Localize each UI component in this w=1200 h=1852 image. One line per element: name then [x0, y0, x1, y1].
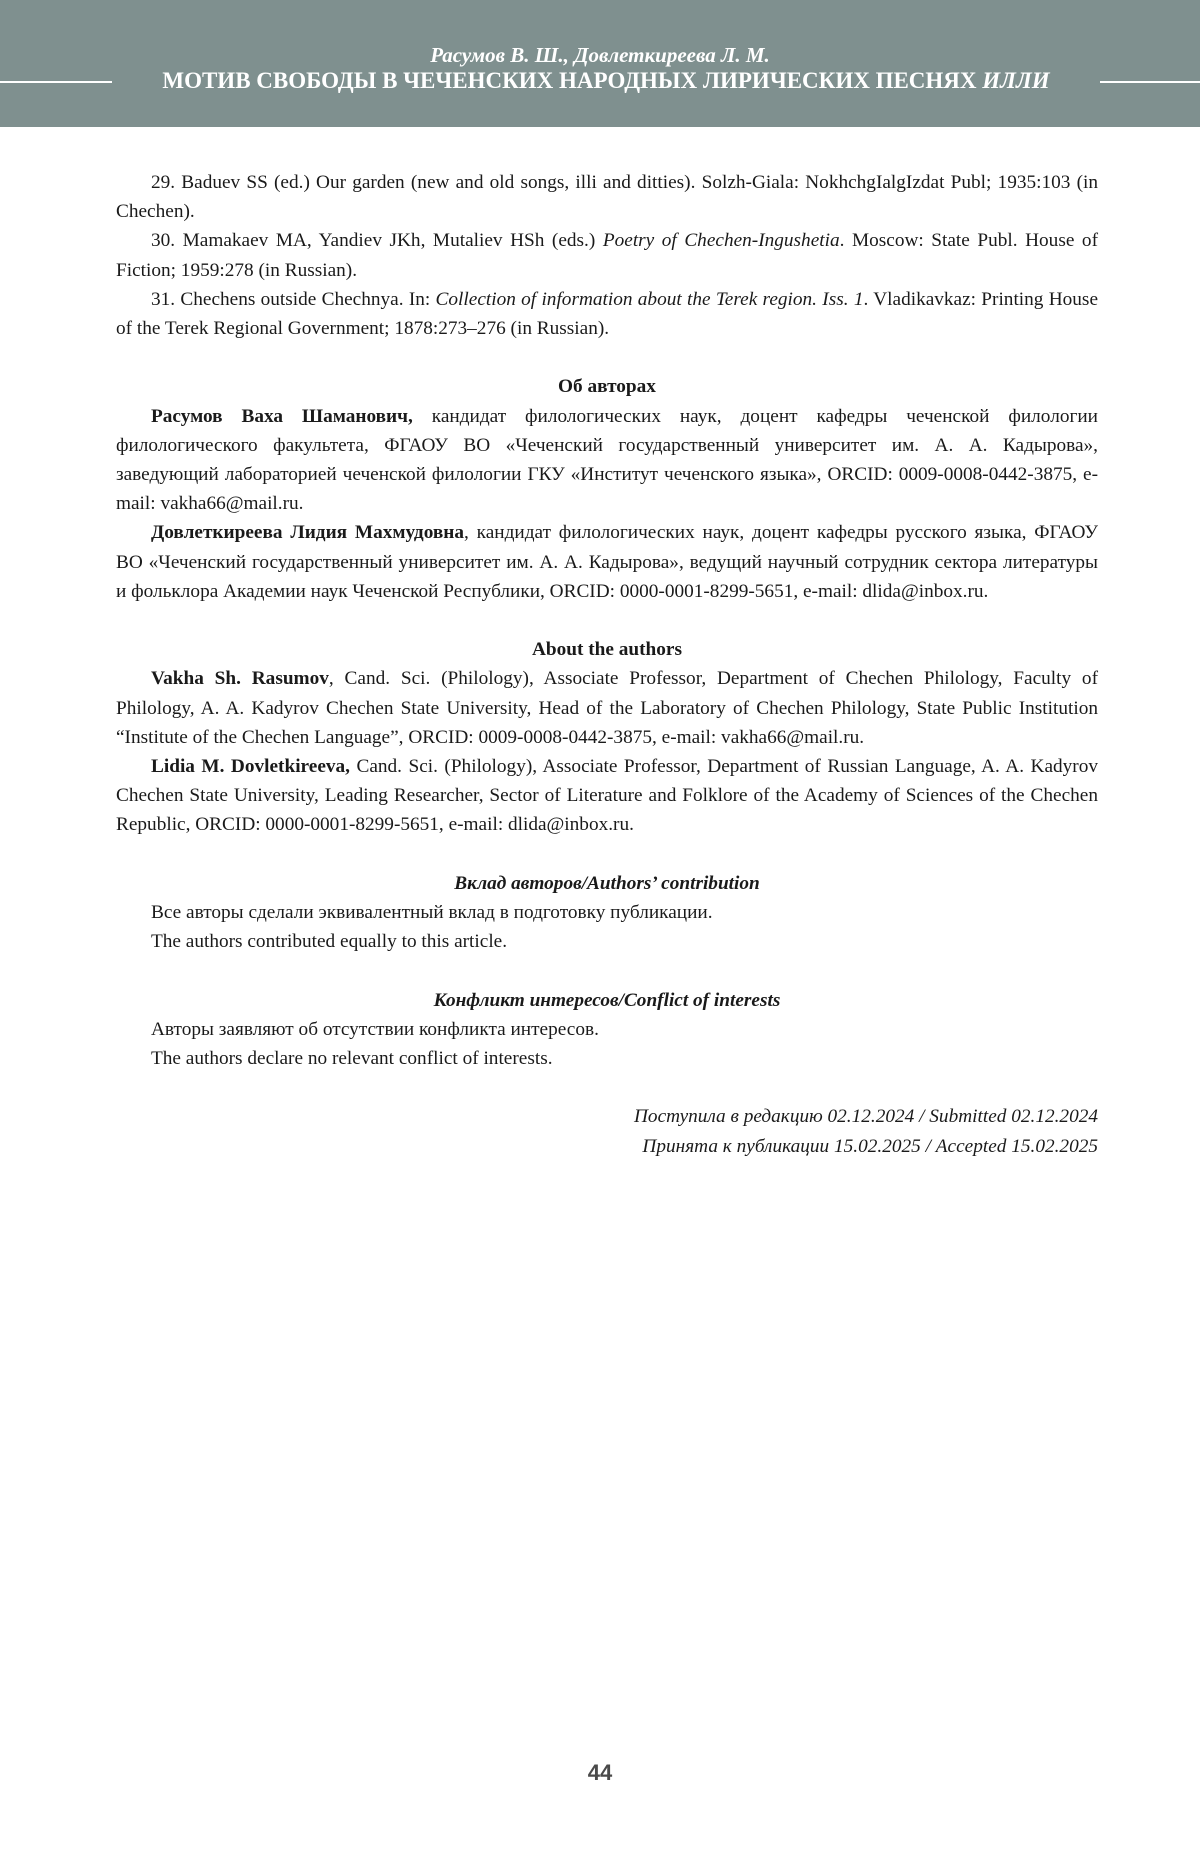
reference-30: 30. Mamakaev MA, Yandiev JKh, Mutaliev HSh (eds.) Poetry of Chechen-Ingushetia. Moscow: State Publ. House of Fiction; 1959:278 (in Russian). — [116, 230, 1098, 281]
contribution-ru: Все авторы сделали эквивалентный вклад в подготовку публикации. — [151, 902, 713, 924]
author-bio-en-dovletkireeva: Lidia M. Dovletkireeva, Cand. Sci. (Philology), Associate Professor, Department of Russian Language, A. A. Kadyrov Chechen State University, Leading Researcher, Sector of Literature and Folklore of the Academy of Sciences of the Chechen Republic, ORCID: 0000-0001-8299-5651, e-mail: dlida@inbox.ru. — [116, 756, 1098, 836]
contribution-heading: Вклад авторов/Authors’ contribution — [454, 872, 760, 894]
header-title-row — [0, 66, 1200, 96]
author-bio-en-rasumov: Vakha Sh. Rasumov, Cand. Sci. (Philology), Associate Professor, Department of Chechen Philology, Faculty of Philology, A. A. Kadyrov Chechen State University, Head of the Laboratory of Chechen Philology, State Public Institution “Institute of the Chechen Language”, ORCID: 0009-0008-0442-3875, e-mail: vakha66@mail.ru. — [116, 668, 1098, 748]
author-bio-ru-dovletkireeva: Довлеткиреева Лидия Махмудовна, кандидат филологических наук, доцент кафедры русского языка, ФГАОУ ВО «Чеченский государственный университет им. А. А. Кадырова», ведущий научный сотрудник сектора литературы и фольклора Академии наук Чеченской Республики, ORCID: 0000-0001-8299-5651, e-mail: dlida@inbox.ru. — [116, 522, 1098, 602]
page-number: 44 — [587, 1760, 613, 1785]
conflict-en: The authors declare no relevant conflict of interests. — [151, 1048, 553, 1070]
about-authors-ru-heading: Об авторах — [558, 376, 656, 398]
running-header — [0, 0, 1200, 127]
reference-31: 31. Chechens outside Chechnya. In: Collection of information about the Terek region. Iss. 1. Vladikavkaz: Printing House of the Terek Regional Government; 1878:273–276 (in Russian). — [116, 288, 1098, 340]
header-rule-right — [1100, 81, 1200, 83]
about-authors-en-heading: About the authors — [532, 639, 682, 661]
submitted-date: Поступила в редакцию 02.12.2024 / Submitted 02.12.2024 — [634, 1106, 1098, 1128]
conflict-ru: Авторы заявляют об отсутствии конфликта интересов. — [151, 1018, 599, 1040]
conflict-heading: Конфликт интересов/Conflict of interests — [433, 989, 781, 1011]
page-content — [116, 168, 1098, 1161]
header-title-main: МОТИВ СВОБОДЫ В ЧЕЧЕНСКИХ НАРОДНЫХ ЛИРИЧЕСКИХ ПЕСНЯХ — [162, 68, 983, 93]
accepted-date: Принята к публикации 15.02.2025 / Accepted 15.02.2025 — [642, 1135, 1098, 1157]
author-bio-ru-rasumov: Расумов Ваха Шаманович, кандидат филологических наук, доцент кафедры чеченской филологии филологического факультета, ФГАОУ ВО «Чеченский государственный университет им. А. А. Кадырова», заведующий лабораторией чеченской филологии ГКУ «Институт чеченского языка», ORCID: 0009-0008-0442-3875, e-mail: vakha66@mail.ru. — [116, 405, 1098, 515]
header-title — [112, 66, 1100, 96]
reference-29: 29. Baduev SS (ed.) Our garden (new and old songs, illi and ditties). Solzh-Giala: NokhchgIalgIzdat Publ; 1935:103 (in Chechen). — [116, 172, 1098, 223]
contribution-en: The authors contributed equally to this article. — [151, 931, 508, 953]
header-authors: Расумов В. Ш., Довлеткиреева Л. М. — [430, 43, 770, 67]
header-rule-left — [0, 81, 112, 83]
header-title-italic: ИЛЛИ — [982, 68, 1050, 93]
